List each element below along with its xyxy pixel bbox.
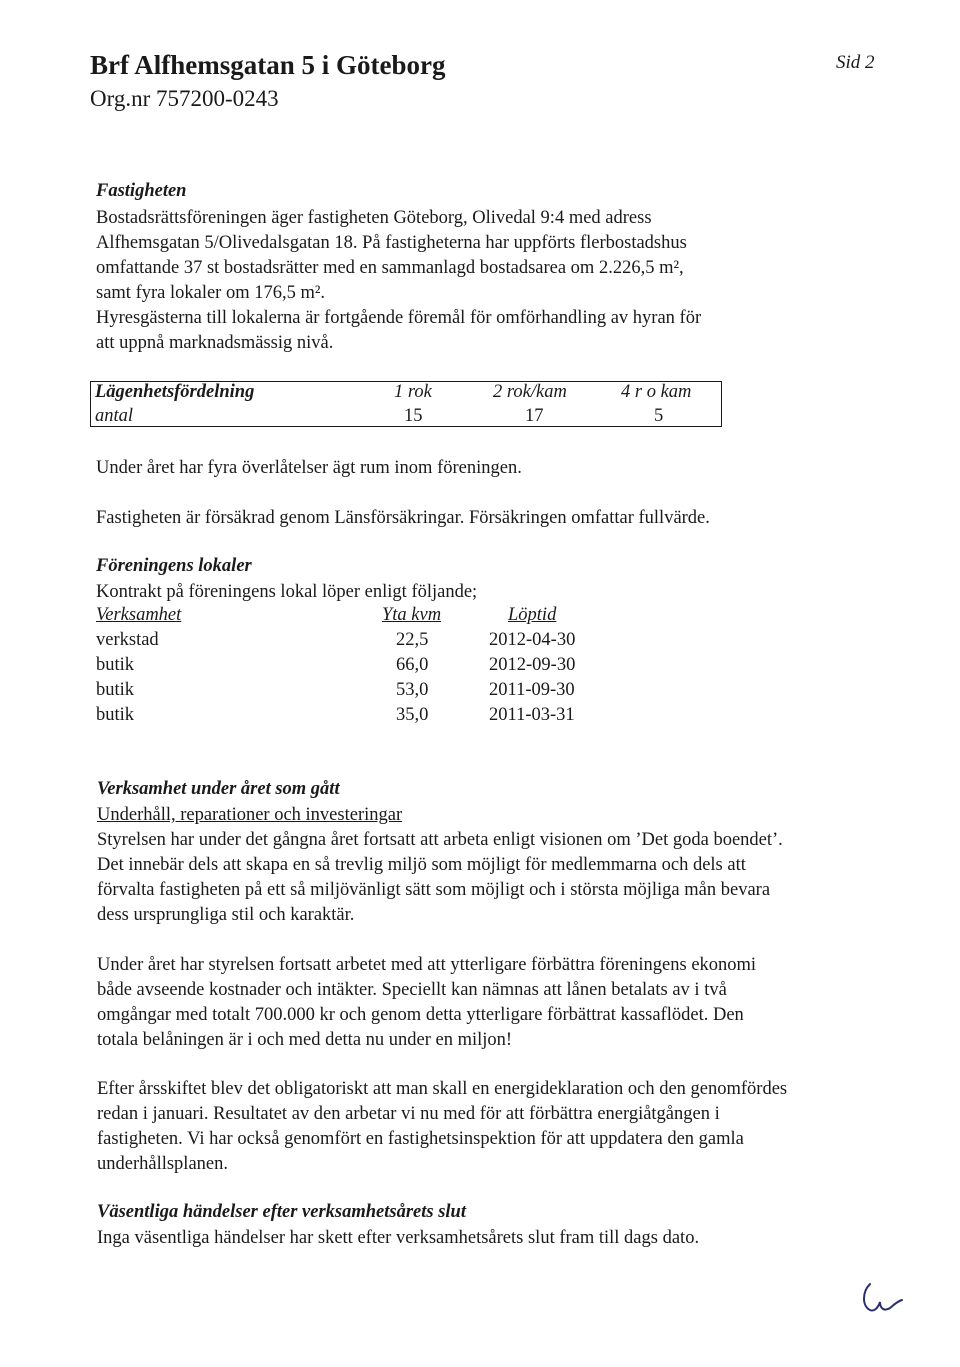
lease-cell: 53,0 <box>396 680 429 700</box>
verksamhet-paragraph-2 <box>97 953 756 1053</box>
insurance-text: Fastigheten är försäkrad genom Länsförsäkringar. Försäkringen omfattar fullvärde. <box>96 508 710 528</box>
text-line: dess ursprungliga stil och karaktär. <box>97 905 355 925</box>
text-line: samt fyra lokaler om 176,5 m². <box>96 283 326 303</box>
text-line: totala belåningen är i och med detta nu under en miljon! <box>97 1030 513 1050</box>
table-cell: 5 <box>654 406 664 426</box>
text-line: fastigheten. Vi har också genomfört en fastighetsinspektion för att uppdatera den gamla <box>97 1129 744 1149</box>
lease-cell: butik <box>96 680 135 700</box>
lease-cell: 2012-09-30 <box>489 655 576 675</box>
lease-cell: 22,5 <box>396 630 429 650</box>
lease-cell: 2011-09-30 <box>489 680 575 700</box>
verksamhet-paragraph-1 <box>97 828 783 928</box>
lease-cell: 35,0 <box>396 705 429 725</box>
text-line: Hyresgästerna till lokalerna är fortgående föremål för omförhandling av hyran för <box>96 308 702 328</box>
lease-cell: 2011-03-31 <box>489 705 575 725</box>
text-line: underhållsplanen. <box>97 1154 228 1174</box>
lease-cell: 66,0 <box>396 655 429 675</box>
fastigheten-paragraph <box>96 206 701 356</box>
text-line: Det innebär dels att skapa en så trevlig miljö som möjligt för medlemmarna och dels att <box>97 855 746 875</box>
text-line: att uppnå marknadsmässig nivå. <box>96 333 334 353</box>
section-heading-lokaler: Föreningens lokaler <box>96 556 252 576</box>
text-line: Under året har styrelsen fortsatt arbetet med att ytterligare förbättra föreningens ekonomi <box>97 955 757 975</box>
text-line: förvalta fastigheten på ett så miljövänligt sätt som möjligt och i största möjliga mån bevara <box>97 880 771 900</box>
subheading-underhall: Underhåll, reparationer och investeringar <box>97 805 403 825</box>
column-header: 1 rok <box>394 382 432 402</box>
row-label-lagenhetsfordelning: Lägenhetsfördelning <box>95 382 255 402</box>
document-title: Brf Alfhemsgatan 5 i Göteborg <box>90 50 446 80</box>
text-line: både avseende kostnader och intäkter. Speciellt kan nämnas att lånen betalats av i två <box>97 980 727 1000</box>
text-line: omfattande 37 st bostadsrätter med en sammanlagd bostadsarea om 2.226,5 m², <box>96 258 684 278</box>
org-number: Org.nr 757200-0243 <box>90 86 279 111</box>
lokaler-intro: Kontrakt på föreningens lokal löper enligt följande; <box>96 582 478 602</box>
lease-header-verksamhet: Verksamhet <box>96 605 182 625</box>
lease-cell: butik <box>96 705 135 725</box>
transfers-text: Under året har fyra överlåtelser ägt rum inom föreningen. <box>96 458 522 478</box>
table-cell: 17 <box>525 406 544 426</box>
apartment-distribution-table <box>90 381 722 427</box>
column-header: 4 r o kam <box>621 382 692 402</box>
text-line: Bostadsrättsföreningen äger fastigheten Göteborg, Olivedal 9:4 med adress <box>96 208 652 228</box>
verksamhet-paragraph-3 <box>97 1077 787 1177</box>
table-cell: 15 <box>404 406 423 426</box>
text-line: Efter årsskiftet blev det obligatoriskt att man skall en energideklaration och den genomfördes <box>97 1079 788 1099</box>
lease-header-yta: Yta kvm <box>382 605 442 625</box>
page-number: Sid 2 <box>836 52 875 73</box>
section-heading-verksamhet: Verksamhet under året som gått <box>97 779 340 799</box>
text-line: omgångar med totalt 700.000 kr och genom detta ytterligare förbättrat kassaflödet. Den <box>97 1005 744 1025</box>
lease-cell: butik <box>96 655 135 675</box>
lease-cell: verkstad <box>96 630 159 650</box>
text-line: Alfhemsgatan 5/Olivedalsgatan 18. På fastigheterna har uppförts flerbostadshus <box>96 233 687 253</box>
handwritten-initials <box>858 1278 910 1318</box>
section-heading-fastigheten: Fastigheten <box>96 181 187 201</box>
column-header: 2 rok/kam <box>493 382 567 402</box>
row-label-antal: antal <box>95 406 134 426</box>
lease-cell: 2012-04-30 <box>489 630 576 650</box>
section-heading-vasentliga: Väsentliga händelser efter verksamhetsårets slut <box>97 1202 466 1222</box>
vasentliga-text: Inga väsentliga händelser har skett efter verksamhetsårets slut fram till dags dato. <box>97 1228 700 1248</box>
text-line: Styrelsen har under det gångna året fortsatt att arbeta enligt visionen om ’Det goda boendet’. <box>97 830 783 850</box>
text-line: redan i januari. Resultatet av den arbetar vi nu med för att förbättra energiåtgången i <box>97 1104 720 1124</box>
lease-header-loptid: Löptid <box>508 605 557 625</box>
